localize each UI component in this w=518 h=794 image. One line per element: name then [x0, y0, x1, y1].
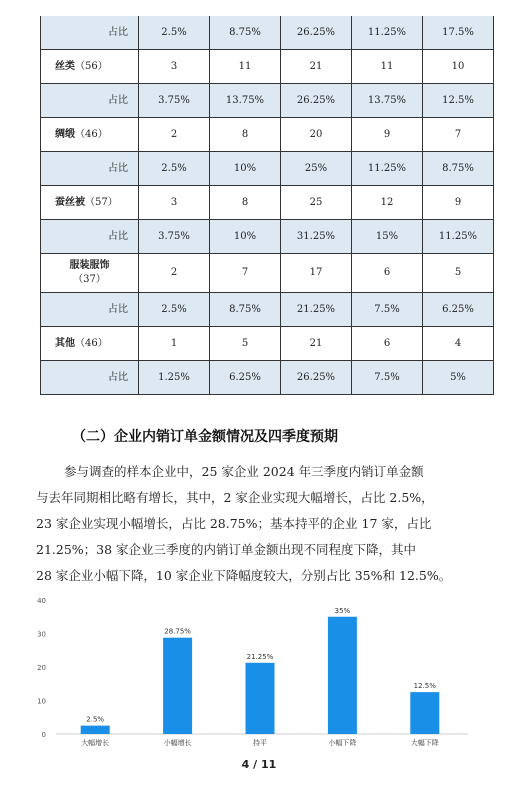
- row-label-percent: 占比: [41, 152, 139, 186]
- table-cell: 11: [352, 50, 423, 84]
- table-cell: 2: [139, 254, 210, 293]
- table-cell: 7: [210, 254, 281, 293]
- data-label: 2.5%: [86, 715, 105, 724]
- table-row-percent: [41, 152, 494, 186]
- row-label-category: [41, 254, 139, 293]
- table-cell: 17.5%: [423, 16, 494, 50]
- table-cell: 10%: [210, 152, 281, 186]
- table-row-percent: [41, 84, 494, 118]
- table-cell: 10%: [210, 220, 281, 254]
- row-label-category: [41, 118, 139, 152]
- table-cell: 7.5%: [352, 293, 423, 327]
- row-label-percent: 占比: [41, 220, 139, 254]
- section-heading: （二）企业内销订单金额情况及四季度预期: [72, 429, 338, 445]
- table-cell: 4: [423, 327, 494, 361]
- table-cell: 13.75%: [352, 84, 423, 118]
- table-cell: 21: [281, 50, 352, 84]
- table-cell: 7.5%: [352, 361, 423, 395]
- row-label-percent: 占比: [41, 293, 139, 327]
- data-label: 12.5%: [413, 682, 436, 691]
- table-cell: 3: [139, 50, 210, 84]
- row-label-percent: 占比: [41, 16, 139, 50]
- category-count: （46）: [75, 128, 108, 140]
- x-tick-label: 小幅下降: [328, 739, 357, 747]
- category-name: 绸缎: [55, 128, 75, 140]
- table-cell: 2: [139, 118, 210, 152]
- bar: [410, 692, 439, 734]
- paragraph-line: 与去年同期相比略有增长，其中，2 家企业实现大幅增长，占比 2.5%，: [36, 490, 434, 505]
- category-count: （46）: [75, 337, 108, 349]
- table-cell: 3.75%: [139, 220, 210, 254]
- table-row-category: [41, 50, 494, 84]
- body-paragraph: [36, 459, 486, 589]
- table-cell: 2.5%: [139, 152, 210, 186]
- table-cell: 11.25%: [352, 152, 423, 186]
- category-count: （37）: [73, 274, 106, 285]
- x-tick-label: 大幅增长: [81, 739, 110, 747]
- bar-chart: [28, 592, 474, 755]
- x-tick-label: 小幅增长: [163, 739, 192, 747]
- data-label: 35%: [334, 606, 351, 615]
- row-label-category: [41, 50, 139, 84]
- table-cell: 15%: [352, 220, 423, 254]
- category-count: （57）: [85, 196, 118, 208]
- table-cell: 13.75%: [210, 84, 281, 118]
- paragraph-line: 参与调查的样本企业中，25 家企业 2024 年三季度内销订单金额: [64, 464, 424, 479]
- paragraph-line: 21.25%；38 家企业三季度的内销订单金额出现不同程度下降，其中: [36, 542, 417, 557]
- table-cell: 1.25%: [139, 361, 210, 395]
- table-cell: 17: [281, 254, 352, 293]
- row-label-percent: 占比: [41, 84, 139, 118]
- table-cell: 25: [281, 186, 352, 220]
- table-cell: 20: [281, 118, 352, 152]
- category-name: 其他: [55, 337, 75, 349]
- table-cell: 9: [352, 118, 423, 152]
- table-cell: 12.5%: [423, 84, 494, 118]
- table-cell: 11.25%: [423, 220, 494, 254]
- table-cell: 11.25%: [352, 16, 423, 50]
- data-label: 21.25%: [246, 652, 274, 661]
- table-row-category: [41, 254, 494, 293]
- row-label-percent: 占比: [41, 361, 139, 395]
- table-cell: 6.25%: [423, 293, 494, 327]
- table-cell: 2.5%: [139, 293, 210, 327]
- table-cell: 8: [210, 186, 281, 220]
- table-row-percent: [41, 220, 494, 254]
- table-cell: 8: [210, 118, 281, 152]
- table-cell: 12: [352, 186, 423, 220]
- table-cell: 3: [139, 186, 210, 220]
- table-cell: 9: [423, 186, 494, 220]
- table-row-category: [41, 327, 494, 361]
- table-cell: 26.25%: [281, 16, 352, 50]
- table-cell: 8.75%: [423, 152, 494, 186]
- row-label-category: [41, 327, 139, 361]
- table-cell: 10: [423, 50, 494, 84]
- y-tick-label: 20: [37, 664, 46, 672]
- paragraph-line: 23 家企业实现小幅增长，占比 28.75%；基本持平的企业 17 家，占比: [36, 516, 432, 531]
- bar: [328, 617, 357, 734]
- table-cell: 5%: [423, 361, 494, 395]
- x-tick-label: 持平: [253, 739, 267, 747]
- table-cell: 3.75%: [139, 84, 210, 118]
- table-row-category: [41, 118, 494, 152]
- table-cell: 5: [210, 327, 281, 361]
- page-number: 4 / 11: [241, 758, 277, 771]
- y-tick-label: 10: [37, 697, 46, 706]
- category-count: （56）: [75, 60, 108, 72]
- table-cell: 31.25%: [281, 220, 352, 254]
- row-label-category: [41, 186, 139, 220]
- table-cell: 11: [210, 50, 281, 84]
- table-cell: 2.5%: [139, 16, 210, 50]
- table-cell: 26.25%: [281, 361, 352, 395]
- category-name: 丝类: [55, 60, 75, 72]
- bar: [246, 663, 275, 734]
- category-name: 蚕丝被: [55, 196, 85, 208]
- table-cell: 6.25%: [210, 361, 281, 395]
- table-row-percent: [41, 361, 494, 395]
- table-cell: 21: [281, 327, 352, 361]
- x-tick-label: 大幅下降: [410, 739, 439, 747]
- bar: [163, 638, 192, 734]
- table-row-category: [41, 186, 494, 220]
- category-name: 服装服饰: [69, 260, 110, 271]
- table-cell: 1: [139, 327, 210, 361]
- table-cell: 8.75%: [210, 293, 281, 327]
- table-cell: 25%: [281, 152, 352, 186]
- y-tick-label: 30: [37, 630, 46, 639]
- paragraph-line: 28 家企业小幅下降，10 家企业下降幅度较大，分别占比 35%和 12.5%。: [36, 568, 452, 583]
- bar: [81, 726, 110, 734]
- table-cell: 6: [352, 254, 423, 293]
- table-row-percent: [41, 293, 494, 327]
- table-cell: 5: [423, 254, 494, 293]
- table-cell: 26.25%: [281, 84, 352, 118]
- table-cell: 7: [423, 118, 494, 152]
- table-cell: 21.25%: [281, 293, 352, 327]
- y-tick-label: 40: [37, 597, 46, 605]
- table-row-percent: [41, 16, 494, 50]
- y-tick-label: 0: [41, 731, 46, 739]
- table-cell: 6: [352, 327, 423, 361]
- data-label: 28.75%: [164, 627, 191, 636]
- table-cell: 8.75%: [210, 16, 281, 50]
- data-table: [40, 16, 494, 395]
